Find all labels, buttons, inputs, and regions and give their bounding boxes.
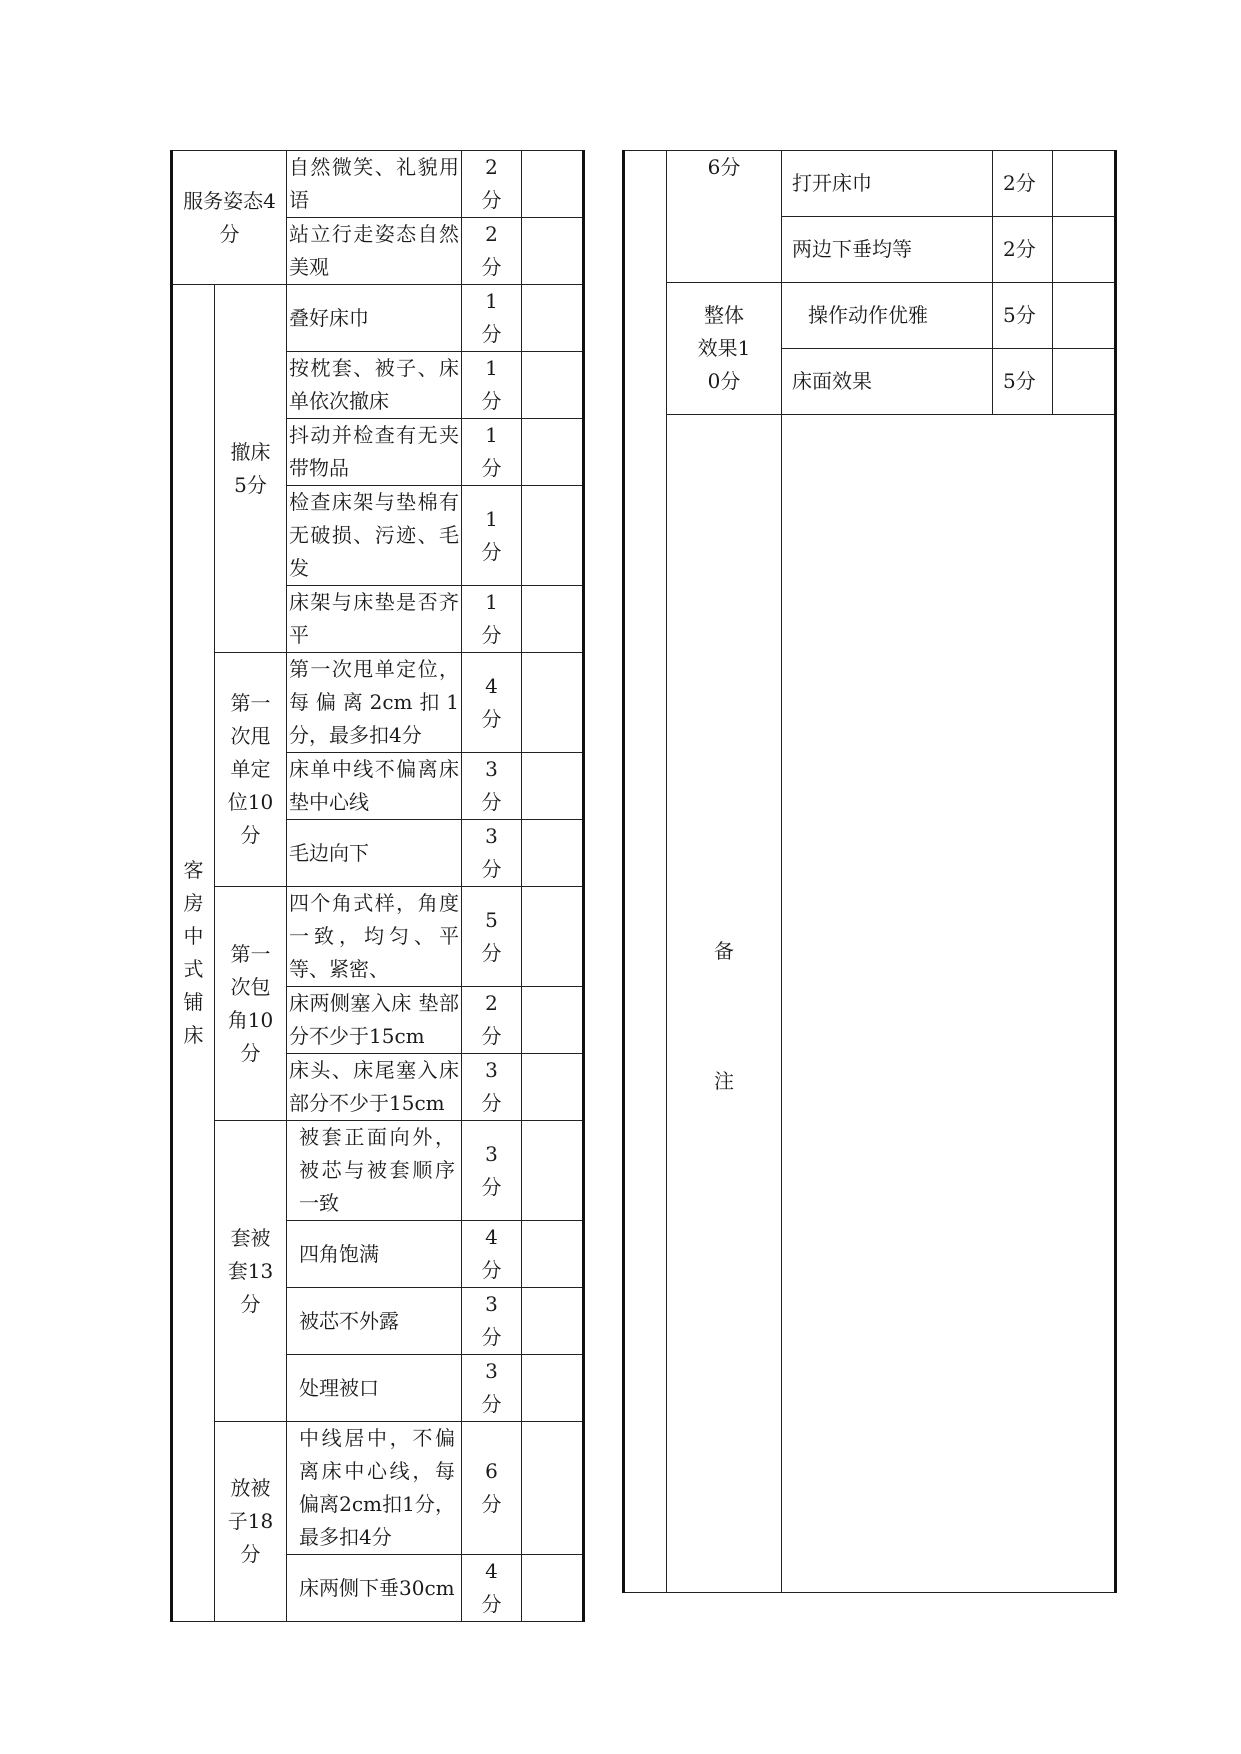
item-text: 两边下垂均等: [782, 217, 993, 283]
item-score: 2分: [993, 217, 1053, 283]
item-text: 被芯不外露: [287, 1288, 462, 1355]
notes-area[interactable]: [782, 415, 1116, 1593]
item-score: 3分: [462, 753, 522, 820]
item-text: 操作动作优雅: [782, 283, 993, 349]
blank-cell: [522, 586, 584, 653]
group-label: 第一次包角10分: [215, 887, 287, 1121]
right-scoring-table: [622, 150, 1117, 1593]
item-text: 按枕套、被子、床单依次撤床: [287, 352, 462, 419]
blank-cell: [1053, 151, 1116, 217]
item-score: 4分: [462, 653, 522, 753]
item-text: 被套正面向外，被芯与被套顺序一致: [287, 1121, 462, 1221]
blank-cell: [522, 419, 584, 486]
blank-cell: [522, 887, 584, 987]
item-text: 毛边向下: [287, 820, 462, 887]
item-text: 叠好床巾: [287, 285, 462, 352]
blank-cell: [522, 1422, 584, 1555]
service-label: 服务姿态4分: [172, 151, 287, 285]
item-score: 5分: [993, 283, 1053, 349]
item-score: 1分: [462, 486, 522, 586]
item-score: 4分: [462, 1555, 522, 1622]
item-score: 3分: [462, 1054, 522, 1121]
left-scoring-table: [170, 150, 585, 1622]
item-score: 1分: [462, 586, 522, 653]
item-text: 中线居中，不偏离床中心线，每偏离2cm扣1分，最多扣4分: [287, 1422, 462, 1555]
item-score: 2分: [462, 151, 522, 218]
main-category-label: 客房中式铺床: [172, 285, 215, 1622]
blank-cell: [522, 1555, 584, 1622]
item-text: 检查床架与垫棉有无破损、污迹、毛发: [287, 486, 462, 586]
blank-cell: [1053, 349, 1116, 415]
blank-cell: [1053, 283, 1116, 349]
item-score: 3分: [462, 1121, 522, 1221]
blank-cell: [522, 1221, 584, 1288]
item-text: 自然微笑、礼貌用语: [287, 151, 462, 218]
group-label: 第一次甩单定位10分: [215, 653, 287, 887]
blank-cell: [522, 285, 584, 352]
item-score: 3分: [462, 1355, 522, 1422]
item-text: 床单中线不偏离床垫中心线: [287, 753, 462, 820]
item-score: 2分: [993, 151, 1053, 217]
blank-cell: [522, 151, 584, 218]
item-score: 4分: [462, 1221, 522, 1288]
item-score: 6分: [462, 1422, 522, 1555]
item-score: 5分: [462, 887, 522, 987]
blank-cell: [522, 1121, 584, 1221]
notes-label-2: 注: [714, 1069, 734, 1093]
item-score: 5分: [993, 349, 1053, 415]
blank-cell: [1053, 217, 1116, 283]
item-text: 床面效果: [782, 349, 993, 415]
item-score: 1分: [462, 285, 522, 352]
item-score: 3分: [462, 820, 522, 887]
blank-cell: [624, 151, 667, 1593]
group-label: 撤床5分: [215, 285, 287, 653]
notes-label-cell: [667, 415, 782, 1593]
notes-label-1: 备: [714, 939, 734, 963]
group-label: 6分: [667, 151, 782, 283]
blank-cell: [522, 653, 584, 753]
item-text: 四个角式样，角度一致，均匀、平等、紧密、: [287, 887, 462, 987]
item-score: 3分: [462, 1288, 522, 1355]
blank-cell: [522, 753, 584, 820]
group-label: 套被套13分: [215, 1121, 287, 1422]
item-text: 四角饱满: [287, 1221, 462, 1288]
item-text: 站立行走姿态自然美观: [287, 218, 462, 285]
item-text: 打开床巾: [782, 151, 993, 217]
blank-cell: [522, 820, 584, 887]
item-score: 2分: [462, 218, 522, 285]
item-text: 床架与床垫是否齐平: [287, 586, 462, 653]
item-score: 1分: [462, 352, 522, 419]
item-score: 1分: [462, 419, 522, 486]
blank-cell: [522, 486, 584, 586]
blank-cell: [522, 987, 584, 1054]
blank-cell: [522, 1054, 584, 1121]
item-text: 床头、床尾塞入床部分不少于15cm: [287, 1054, 462, 1121]
item-text: 第一次甩单定位，每偏离2cm扣1分，最多扣4分: [287, 653, 462, 753]
group-label: 放被子18分: [215, 1422, 287, 1622]
item-text: 床两侧下垂30cm: [287, 1555, 462, 1622]
blank-cell: [522, 352, 584, 419]
blank-cell: [522, 218, 584, 285]
blank-cell: [522, 1355, 584, 1422]
item-text: 床两侧塞入床 垫部分不少于15cm: [287, 987, 462, 1054]
group-label: 整体效果10分: [667, 283, 782, 415]
item-text: 处理被口: [287, 1355, 462, 1422]
blank-cell: [522, 1288, 584, 1355]
item-score: 2分: [462, 987, 522, 1054]
item-text: 抖动并检查有无夹带物品: [287, 419, 462, 486]
